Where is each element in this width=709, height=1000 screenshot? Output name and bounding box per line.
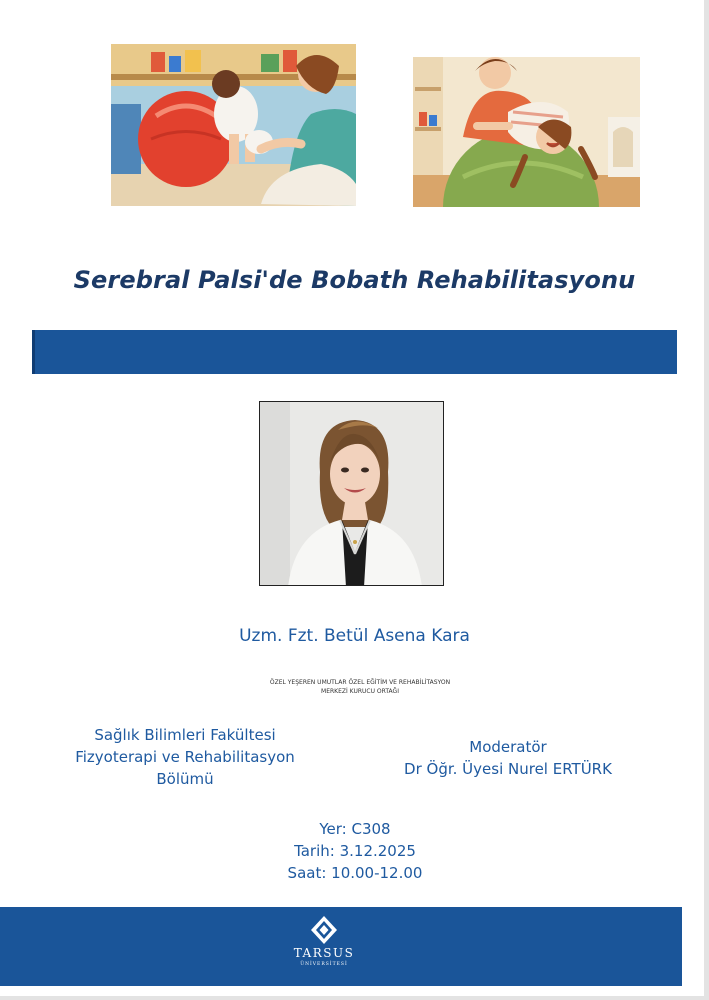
affiliation-line: MERKEZİ KURUCU ORTAĞI <box>321 688 399 695</box>
logo-wordmark: TARSUS <box>293 946 355 960</box>
moderator-name: Dr Öğr. Üyesi Nurel ERTÜRK <box>404 760 612 778</box>
event-date: Tarih: 3.12.2025 <box>294 842 416 860</box>
illustration-therapy-red-ball <box>111 44 356 206</box>
event-title: Serebral Palsi'de Bobath Rehabilitasyonu <box>73 266 636 294</box>
faculty-department <box>40 724 330 790</box>
illustration-therapy-green-ball <box>413 57 640 207</box>
affiliation-line: ÖZEL YEŞEREN UMUTLAR ÖZEL EĞİTİM VE REHABİLİTASYON <box>269 679 451 686</box>
event-location: Yer: C308 <box>319 820 391 838</box>
tarsus-university-logo-icon <box>310 915 338 945</box>
title-banner-bar <box>32 330 677 374</box>
faculty-line: Bölümü <box>156 770 214 788</box>
speaker-photo <box>259 401 444 586</box>
page-edge-bottom <box>0 996 709 1000</box>
faculty-line: Sağlık Bilimleri Fakültesi <box>94 726 276 744</box>
moderator-label: Moderatör <box>469 738 547 756</box>
speaker-name: Uzm. Fzt. Betül Asena Kara <box>239 626 470 646</box>
logo-subtitle: ÜNİVERSİTESİ <box>300 962 348 967</box>
faculty-line: Fizyoterapi ve Rehabilitasyon <box>75 748 295 766</box>
event-time: Saat: 10.00-12.00 <box>287 864 423 882</box>
page-edge-right <box>704 0 709 1000</box>
speaker-affiliation <box>200 678 520 696</box>
event-details <box>230 818 480 884</box>
moderator-info <box>358 736 658 780</box>
